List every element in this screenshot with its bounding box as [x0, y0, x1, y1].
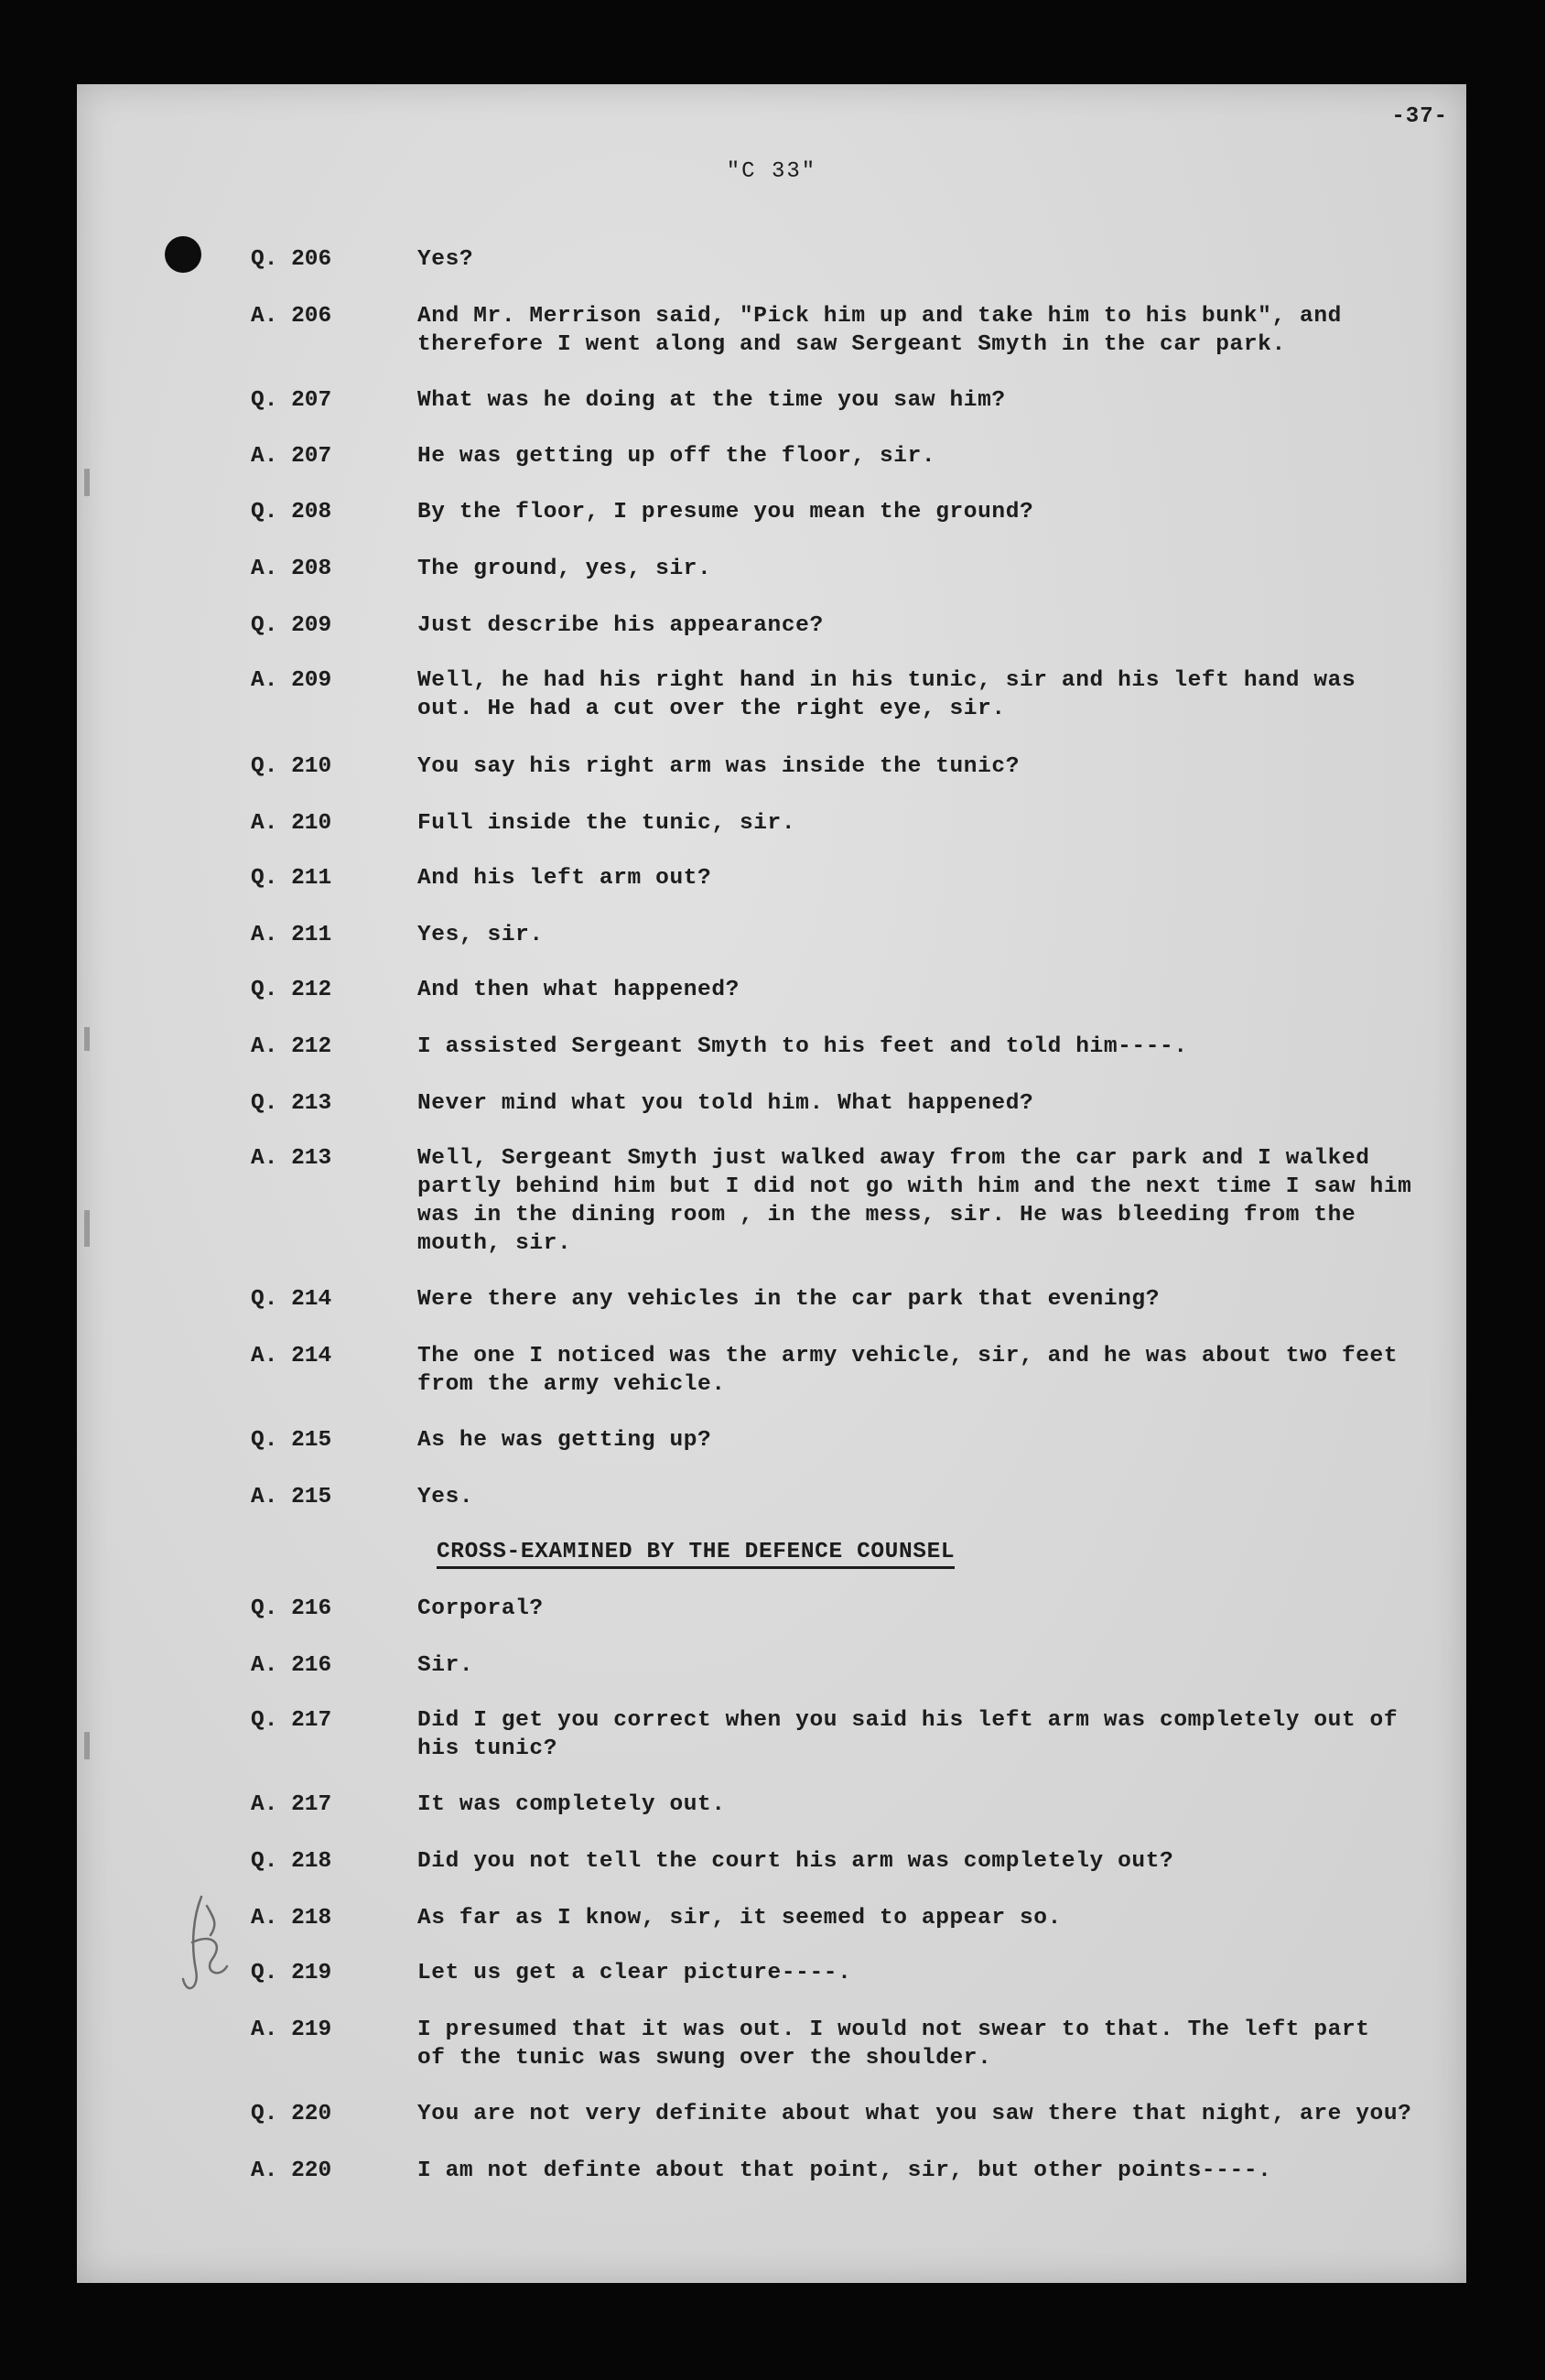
entry-text: I presumed that it was out. I would not swear to that. The left part of the tunic was swung over the shoulder. [417, 2018, 1370, 2071]
entry-label: Q. 208 [251, 500, 332, 525]
entry-label: A. 212 [251, 1034, 332, 1059]
entry-text: Full inside the tunic, sir. [417, 811, 796, 836]
entry-label: A. 217 [251, 1792, 332, 1817]
entry-label: A. 206 [251, 304, 332, 329]
entry-label: Q. 216 [251, 1596, 332, 1621]
entry-label: Q. 218 [251, 1849, 332, 1874]
entry-label: A. 218 [251, 1906, 332, 1931]
entry-label: Q. 217 [251, 1708, 332, 1733]
entry-text: Well, Sergeant Smyth just walked away from the car park and I walked partly behind him but I did not go with him and the next time I saw him was in the dining room , in the mess, sir. He was bleeding from the mouth, sir. [417, 1146, 1412, 1256]
entry-text: Sir. [417, 1653, 474, 1678]
entry-text: Let us get a clear picture----. [417, 1961, 852, 1985]
entry-label: A. 220 [251, 2158, 332, 2183]
entry-label: A. 215 [251, 1485, 332, 1509]
entry-label: Q. 206 [251, 247, 332, 272]
entry-text: And his left arm out? [417, 866, 712, 891]
entry-text: He was getting up off the floor, sir. [417, 444, 936, 469]
entry-text: What was he doing at the time you saw him? [417, 388, 1006, 413]
entry-text: I am not definte about that point, sir, but other points----. [417, 2158, 1272, 2183]
entry-label: Q. 207 [251, 388, 332, 413]
entry-label: Q. 215 [251, 1428, 332, 1453]
document-page [77, 84, 1466, 2283]
section-heading: CROSS-EXAMINED BY THE DEFENCE COUNSEL [437, 1540, 955, 1569]
entry-text: Were there any vehicles in the car park that evening? [417, 1287, 1161, 1312]
entry-text: As he was getting up? [417, 1428, 712, 1453]
entry-label: A. 211 [251, 923, 332, 947]
entry-text: Yes, sir. [417, 923, 544, 947]
entry-text: Never mind what you told him. What happened? [417, 1091, 1034, 1116]
page-edge-mark [84, 1210, 90, 1247]
entry-label: A. 209 [251, 668, 332, 693]
punch-hole [165, 236, 201, 273]
entry-label: Q. 210 [251, 754, 332, 779]
entry-label: A. 216 [251, 1653, 332, 1678]
handwritten-initials [174, 1888, 238, 2007]
entry-text: The ground, yes, sir. [417, 557, 712, 581]
entry-text: You say his right arm was inside the tunic? [417, 754, 1021, 779]
entry-text: It was completely out. [417, 1792, 726, 1817]
entry-text: Well, he had his right hand in his tunic, sir and his left hand was out. He had a cut over the right eye, sir. [417, 668, 1356, 721]
entry-text: You are not very definite about what you saw there that night, are you? [417, 2102, 1412, 2126]
entry-text: Corporal? [417, 1596, 544, 1621]
entry-text: Yes. [417, 1485, 474, 1509]
entry-text: By the floor, I presume you mean the ground? [417, 500, 1034, 525]
exhibit-label: "C 33" [726, 159, 817, 184]
page-edge-mark [84, 1027, 90, 1051]
entry-label: A. 208 [251, 557, 332, 581]
entry-text: And Mr. Merrison said, "Pick him up and take him to his bunk", and therefore I went along and saw Sergeant Smyth in the car park. [417, 304, 1342, 357]
page-number: -37- [1391, 104, 1448, 129]
entry-label: A. 207 [251, 444, 332, 469]
entry-label: Q. 213 [251, 1091, 332, 1116]
entry-label: Q. 220 [251, 2102, 332, 2126]
entry-label: Q. 211 [251, 866, 332, 891]
entry-text: Just describe his appearance? [417, 613, 824, 638]
page-edge-mark [84, 469, 90, 496]
entry-text: The one I noticed was the army vehicle, sir, and he was about two feet from the army vehicle. [417, 1344, 1399, 1397]
entry-text: I assisted Sergeant Smyth to his feet and told him----. [417, 1034, 1188, 1059]
entry-text: And then what happened? [417, 978, 740, 1002]
entry-label: A. 214 [251, 1344, 332, 1368]
entry-text: Yes? [417, 247, 474, 272]
entry-label: A. 210 [251, 811, 332, 836]
entry-text: As far as I know, sir, it seemed to appear so. [417, 1906, 1062, 1931]
entry-label: A. 219 [251, 2018, 332, 2042]
entry-text: Did you not tell the court his arm was completely out? [417, 1849, 1174, 1874]
entry-label: Q. 214 [251, 1287, 332, 1312]
page-edge-mark [84, 1732, 90, 1759]
entry-text: Did I get you correct when you said his left arm was completely out of his tunic? [417, 1708, 1399, 1761]
entry-label: Q. 212 [251, 978, 332, 1002]
entry-label: A. 213 [251, 1146, 332, 1171]
entry-label: Q. 219 [251, 1961, 332, 1985]
entry-label: Q. 209 [251, 613, 332, 638]
